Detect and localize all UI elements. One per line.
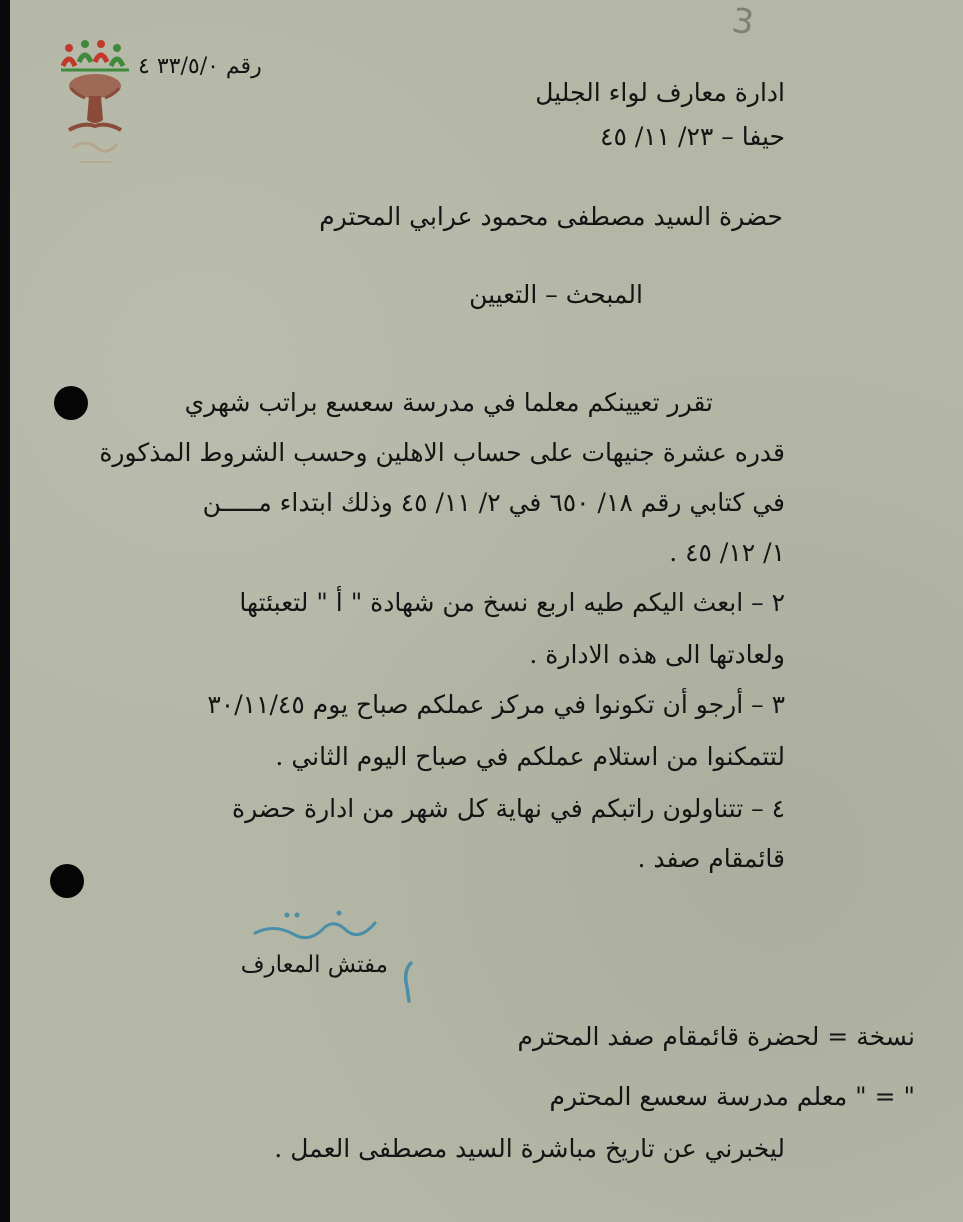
copy-line-1: نسخة = لحضرة قائمقام صفد المحترم xyxy=(517,1022,915,1051)
tree-people-logo-icon xyxy=(55,38,135,168)
reference-number: رقم ٣٣/٥/٠ ٤ xyxy=(138,54,262,79)
page-mark: 3 xyxy=(729,0,757,44)
body-line-6: ولعادتها الى هذه الادارة . xyxy=(529,640,785,669)
office-name: ادارة معارف لواء الجليل xyxy=(535,78,785,107)
place-date: حيفا – ٢٣/ ١١/ ٤٥ xyxy=(600,122,785,151)
letter-page xyxy=(10,0,963,1222)
body-line-7: ٣ – أرجو أن تكونوا في مركز عملكم صباح يوم ٣٠/١١/٤٥ xyxy=(207,690,785,719)
body-line-5: ٢ – ابعث اليكم طيه اربع نسخ من شهادة " أ " لتعبئتها xyxy=(239,588,785,617)
body-line-8: لتتمكنوا من استلام عملكم في صباح اليوم الثاني . xyxy=(275,742,785,771)
body-line-10: قائمقام صفد . xyxy=(637,844,785,873)
body-line-4: ١/ ١٢/ ٤٥ . xyxy=(669,538,785,567)
copy-line-3: ليخبرني عن تاريخ مباشرة السيد مصطفى العمل . xyxy=(274,1134,785,1163)
body-line-3: في كتابي رقم ١٨/ ٦٥٠ في ٢/ ١١/ ٤٥ وذلك ابتداء مـــــن xyxy=(202,488,785,517)
body-line-9: ٤ – تتناولون راتبكم في نهاية كل شهر من ادارة حضرة xyxy=(232,794,785,823)
copy-line-2: " = " معلم مدرسة سعسع المحترم xyxy=(549,1082,915,1111)
body-line-2: قدره عشرة جنيهات على حساب الاهلين وحسب الشروط المذكورة xyxy=(99,438,785,467)
punch-hole-top xyxy=(54,386,88,420)
punch-hole-bottom xyxy=(50,864,84,898)
addressee: حضرة السيد مصطفى محمود عرابي المحترم xyxy=(319,202,783,231)
body-line-1: تقرر تعيينكم معلما في مدرسة سعسع براتب شهري xyxy=(184,388,713,417)
signature-title: مفتش المعارف xyxy=(240,952,388,978)
subject: المبحث – التعيين xyxy=(469,280,643,309)
